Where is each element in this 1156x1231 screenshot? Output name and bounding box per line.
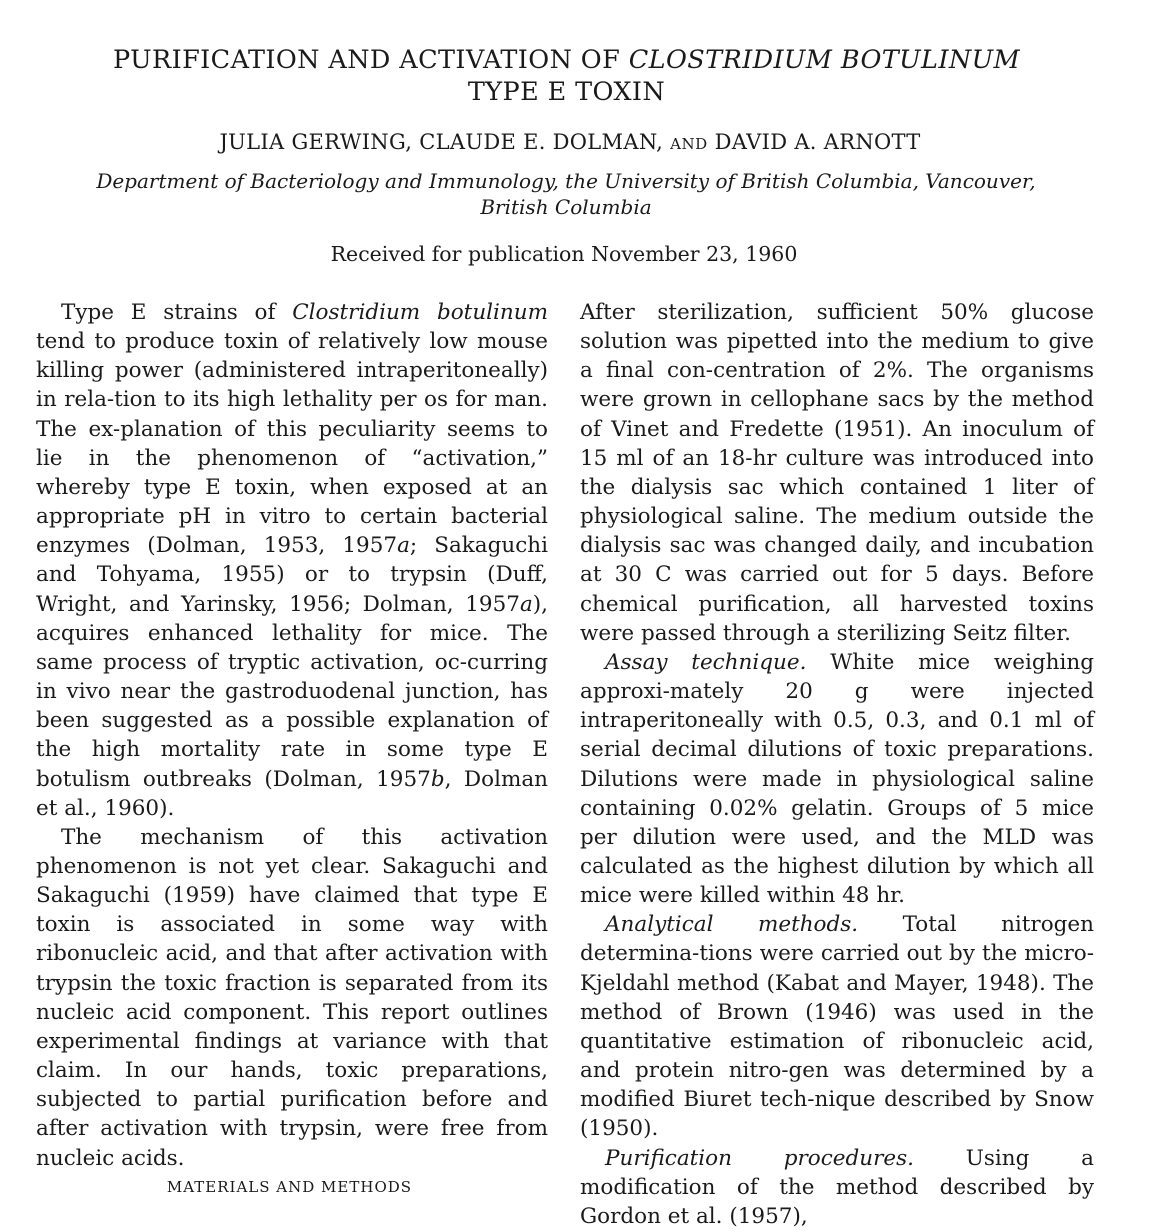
intro-text-b: tend to produce toxin of relatively low mouse killing power (administered intraperitoneally) in rela-tion to its high lethality per os for man. The ex-planation of this peculiarity seems to lie in the phenomenon of “activation,” whereby type E toxin, when exposed at an appropriate pH in vitro to certain bacterial enzymes (Dolman, 1953, 1957: [36, 329, 548, 559]
authors-part-1: JULIA GERWING, CLAUDE E. DOLMAN,: [219, 130, 664, 154]
intro-text-a: Type E strains of: [61, 300, 293, 325]
assay-text: White mice weighing approxi-mately 20 g were injected intraperitoneally with 0.5, 0.3, and 0.1 ml of serial decimal dilutions of toxic preparations. Dilutions were made in physiological saline containing 0.02% gelatin. Groups of 5 mice per dilution were used, and the MLD was calculated as the highest dilution by which all mice were killed within 48 hr.: [580, 649, 1094, 909]
author-list: [0, 128, 1140, 158]
intro-text-e: , Dolman et al., 1960).: [36, 766, 549, 821]
analytical-heading: Analytical methods.: [605, 912, 859, 938]
title-line-2: TYPE E TOXIN: [467, 77, 666, 107]
title-organism: CLOSTRIDIUM BOTULINUM: [628, 45, 1020, 75]
purification-heading: Purification procedures.: [605, 1145, 914, 1171]
assay-heading: Assay technique.: [605, 649, 807, 675]
analytical-text: Total nitrogen determina-tions were carried out by the micro-Kjeldahl method (Kabat and Mayer, 1948). The method of Brown (1946) was used in the quantitative estimation of ribonucleic acid, and protein nitro-gen was determined by a modified Biuret tech-nique described by Snow (1950).: [580, 912, 1094, 1142]
organism-name: Clostridium botulinum: [292, 300, 548, 325]
methods-paragraph-assay: [580, 648, 1094, 910]
title-prefix: PURIFICATION AND ACTIVATION OF: [113, 45, 629, 75]
intro-text-c: ; Sakaguchi and Tohyama, 1955) or to trypsin (Duff, Wright, and Yarinsky, 1956; Dolman, 1957: [36, 533, 548, 617]
received-date: Received for publication November 23, 1960: [330, 242, 798, 266]
left-column: [36, 298, 548, 1202]
affiliation-line-2: British Columbia: [480, 195, 652, 219]
intro-paragraph-1: [36, 298, 548, 823]
right-column: [580, 298, 1094, 1231]
authors-part-2: DAVID A. ARNOTT: [714, 130, 921, 154]
title-line-1: [0, 44, 1133, 76]
intro-text-d: ), acquires enhanced lethality for mice. The same process of tryptic activation, oc-curring in vivo near the gastroduodenal junction, has been suggested as a possible explanation of the high mortality rate in some type E botulism outbreaks (Dolman, 1957: [36, 591, 548, 792]
citation-suffix-b: b: [430, 766, 445, 792]
authors-and: AND: [670, 135, 708, 153]
citation-suffix-a1: a: [397, 533, 410, 559]
methods-paragraph-purification: [580, 1144, 1094, 1231]
purification-text: Using a modification of the method described by Gordon et al. (1957),: [580, 1145, 1094, 1229]
citation-suffix-a2: a: [519, 591, 533, 617]
article-title: [0, 44, 1133, 108]
intro-paragraph-2: The mechanism of this activation phenomenon is not yet clear. Sakaguchi and Sakaguchi (1959) have claimed that type E toxin is associated in some way with ribonucleic acid, and that after activation with trypsin the toxic fraction is separated from its nucleic acid component. This report outlines experimental findings at variance with that claim. In our hands, toxic preparations, subjected to partial purification before and after activation with trypsin, were free from nucleic acids.: [36, 824, 548, 1171]
methods-paragraph-culture: After sterilization, sufficient 50% glucose solution was pipetted into the medium to give a final con-centration of 2%. The organisms were grown in cellophane sacs by the method of Vinet and Fredette (1951). An inoculum of 15 ml of an 18-hr culture was introduced into the dialysis sac which contained 1 liter of physiological saline. The medium outside the dialysis sac was changed daily, and incubation at 30 C was carried out for 5 days. Before chemical purification, all harvested toxins were passed through a sterilizing Seitz filter.: [580, 300, 1094, 646]
section-heading: MATERIALS AND METHODS: [166, 1177, 413, 1196]
methods-paragraph-analytical: [580, 910, 1094, 1143]
affiliation-line-1: Department of Bacteriology and Immunology, the University of British Columbia, Vancouver,: [96, 169, 1036, 193]
affiliation: [0, 168, 1132, 220]
